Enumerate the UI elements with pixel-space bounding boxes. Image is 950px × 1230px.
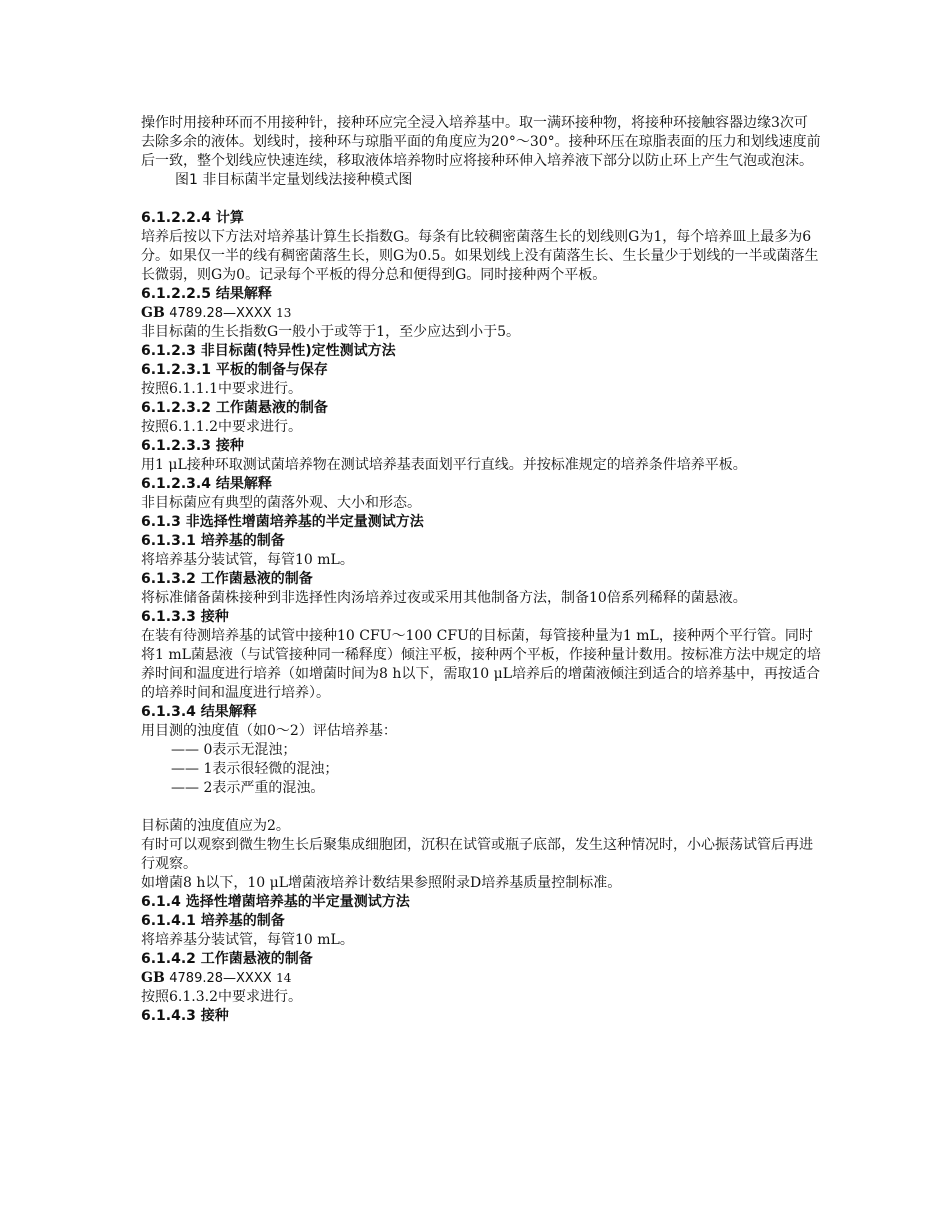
body-paragraph: 将培养基分装试管，每管10 mL。	[141, 552, 354, 568]
body-paragraph: 操作时用接种环而不用接种针，接种环应完全浸入培养基中。取一满环接种物，将接种环接触容器边缘3次可去除多余的液体。划线时，接种环与琼脂平面的角度应为20°～30°。接种环压在琼脂表面的压力和划线速度前后一致，整个划线应快速连续，移取液体培养物时应将接种环伸入培养液下部分以防止环上产生气泡或泡沫。	[141, 115, 821, 169]
body-paragraph: 将标准储备菌株接种到非选择性肉汤培养过夜或采用其他制备方法，制备10倍系列稀释的菌悬液。	[141, 590, 747, 606]
section-heading: 6.1.2.3.1 平板的制备与保存	[141, 362, 328, 378]
body-paragraph: 按照6.1.3.2中要求进行。	[141, 989, 302, 1005]
section-heading: 6.1.3.3 接种	[141, 609, 229, 625]
body-paragraph: 目标菌的浊度值应为2。	[141, 818, 290, 834]
section-heading: 6.1.3 非选择性增菌培养基的半定量测试方法	[141, 514, 424, 530]
section-heading: 6.1.4.2 工作菌悬液的制备	[141, 951, 313, 967]
body-paragraph: 按照6.1.1.2中要求进行。	[141, 419, 302, 435]
page-number: 14	[276, 971, 292, 985]
list-item: —— 1表示很轻微的混浊；	[171, 761, 339, 777]
document-body	[141, 114, 821, 1026]
section-heading: 6.1.3.1 培养基的制备	[141, 533, 285, 549]
standard-prefix: GB	[141, 305, 165, 321]
body-paragraph: 非目标菌的生长指数G一般小于或等于1，至少应达到小于5。	[141, 324, 520, 340]
section-heading: 6.1.2.3.4 结果解释	[141, 476, 272, 492]
list-item: —— 2表示严重的混浊。	[171, 780, 325, 796]
section-heading: 6.1.2.3.2 工作菌悬液的制备	[141, 400, 328, 416]
body-paragraph: 在装有待测培养基的试管中接种10 CFU～100 CFU的目标菌，每管接种量为1 mL，接种两个平行管。同时将1 mL菌悬液（与试管接种同一稀释度）倾注平板，接种两个平板，作接种量计数用。按标准方法中规定的培养时间和温度进行培养（如增菌时间为8 h以下，需取10 μL培养后的增菌液倾注到适合的培养基中，再按适合的培养时间和温度进行培养）。	[141, 628, 821, 701]
body-paragraph: 非目标菌应有典型的菌落外观、大小和形态。	[141, 495, 421, 511]
section-heading: 6.1.2.2.5 结果解释	[141, 286, 272, 302]
section-heading: 6.1.2.2.4 计算	[141, 210, 244, 226]
section-heading: 6.1.3.2 工作菌悬液的制备	[141, 571, 313, 587]
figure-caption: 图1 非目标菌半定量划线法接种模式图	[175, 172, 413, 188]
blank-line	[141, 190, 821, 209]
standard-number: 4789.28—XXXX	[169, 971, 272, 986]
body-paragraph: 按照6.1.1.1中要求进行。	[141, 381, 302, 397]
running-header	[141, 304, 821, 323]
list-item: —— 0表示无混浊；	[171, 742, 297, 758]
body-paragraph: 培养后按以下方法对培养基计算生长指数G。每条有比较稠密菌落生长的划线则G为1，每个培养皿上最多为6分。如果仅一半的线有稠密菌落生长，则G为0.5。如果划线上没有菌落生长、生长量少于划线的一半或菌落生长微弱，则G为0。记录每个平板的得分总和便得到G。同时接种两个平板。	[141, 229, 819, 283]
body-paragraph: 如增菌8 h以下，10 μL增菌液培养计数结果参照附录D培养基质量控制标准。	[141, 875, 622, 891]
blank-line	[141, 798, 821, 817]
section-heading: 6.1.4 选择性增菌培养基的半定量测试方法	[141, 894, 410, 910]
section-heading: 6.1.4.1 培养基的制备	[141, 913, 285, 929]
body-paragraph: 用1 μL接种环取测试菌培养物在测试培养基表面划平行直线。并按标准规定的培养条件培养平板。	[141, 457, 747, 473]
section-heading: 6.1.4.3 接种	[141, 1008, 229, 1024]
section-heading: 6.1.2.3 非目标菌(特异性)定性测试方法	[141, 343, 396, 359]
body-paragraph: 将培养基分装试管，每管10 mL。	[141, 932, 354, 948]
standard-prefix: GB	[141, 970, 165, 986]
page-number: 13	[276, 306, 292, 320]
section-heading: 6.1.2.3.3 接种	[141, 438, 244, 454]
section-heading: 6.1.3.4 结果解释	[141, 704, 257, 720]
standard-number: 4789.28—XXXX	[169, 306, 272, 321]
body-paragraph: 用目测的浊度值（如0～2）评估培养基：	[141, 723, 397, 739]
running-header	[141, 969, 821, 988]
body-paragraph: 有时可以观察到微生物生长后聚集成细胞团，沉积在试管或瓶子底部，发生这种情况时，小心振荡试管后再进行观察。	[141, 837, 813, 872]
